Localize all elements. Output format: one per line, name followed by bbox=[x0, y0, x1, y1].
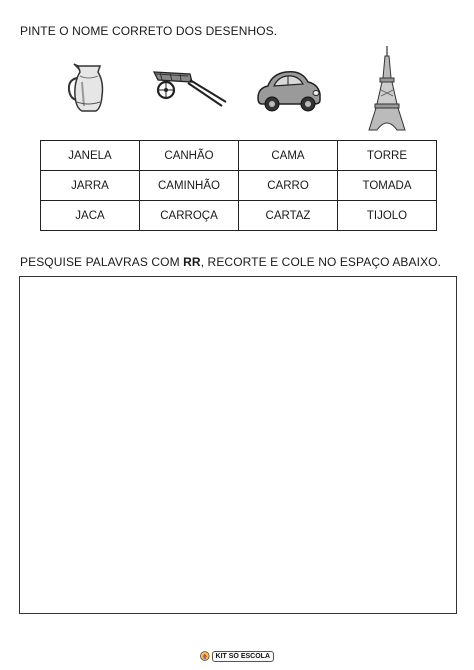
car-icon bbox=[254, 66, 324, 114]
footer-logo bbox=[200, 649, 274, 663]
school-logo-icon bbox=[200, 650, 210, 662]
word-cell[interactable]: CAMA bbox=[239, 141, 338, 171]
word-cell[interactable]: JACA bbox=[41, 201, 140, 231]
instruction-prefix: PESQUISE PALAVRAS COM bbox=[20, 255, 184, 269]
word-cell[interactable]: JANELA bbox=[41, 141, 140, 171]
word-cell[interactable]: JARRA bbox=[41, 171, 140, 201]
cart-icon bbox=[150, 68, 228, 112]
table-row bbox=[41, 201, 437, 231]
table-row bbox=[41, 171, 437, 201]
word-cell[interactable]: CAMINHÃO bbox=[140, 171, 239, 201]
word-cell[interactable]: TIJOLO bbox=[338, 201, 437, 231]
instruction-bold: RR bbox=[183, 255, 201, 269]
footer-brand: KIT SÓ ESCOLA bbox=[212, 651, 274, 662]
jug-icon bbox=[64, 62, 114, 114]
instruction-paint: PINTE O NOME CORRETO DOS DESENHOS. bbox=[20, 24, 278, 38]
instruction-research bbox=[20, 255, 441, 269]
word-cell[interactable]: CARTAZ bbox=[239, 201, 338, 231]
word-cell[interactable]: TORRE bbox=[338, 141, 437, 171]
table-row bbox=[41, 141, 437, 171]
paste-area[interactable] bbox=[19, 276, 457, 614]
instruction-suffix: , RECORTE E COLE NO ESPAÇO ABAIXO. bbox=[200, 255, 442, 269]
word-cell[interactable]: CARROÇA bbox=[140, 201, 239, 231]
pictures-row bbox=[0, 44, 474, 134]
word-cell[interactable]: TOMADA bbox=[338, 171, 437, 201]
word-cell[interactable]: CANHÃO bbox=[140, 141, 239, 171]
word-cell[interactable]: CARRO bbox=[239, 171, 338, 201]
word-table bbox=[40, 140, 437, 231]
tower-icon bbox=[365, 44, 409, 134]
